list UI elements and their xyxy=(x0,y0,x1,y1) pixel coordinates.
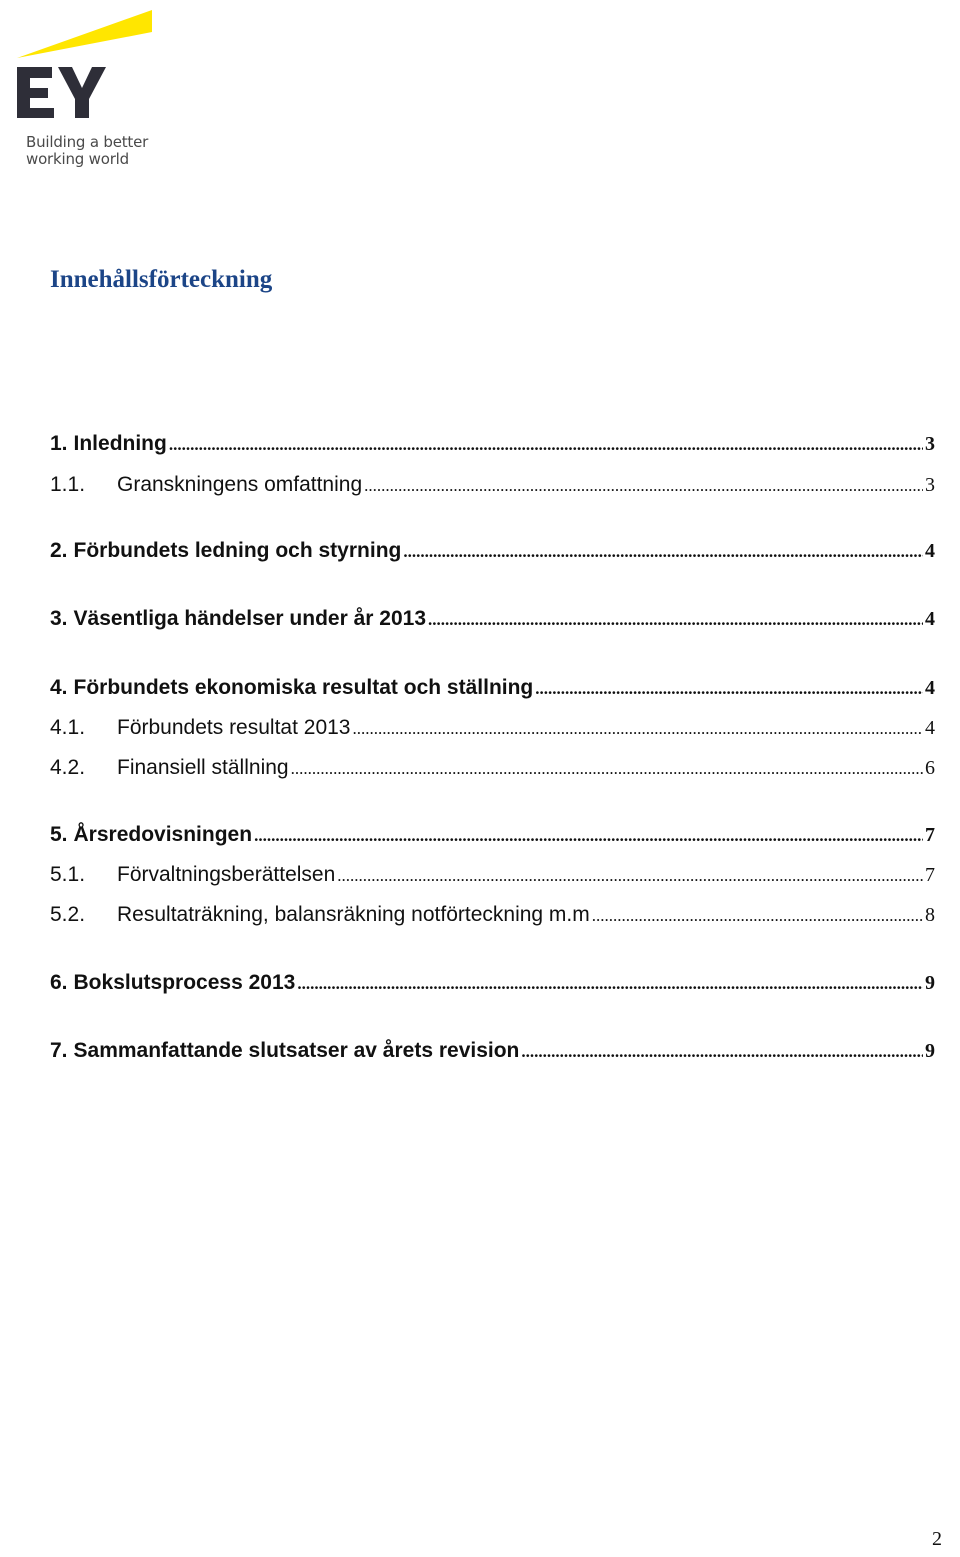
toc-number: 2. xyxy=(50,539,68,562)
toc-number: 7. xyxy=(50,1039,68,1062)
toc-leader-dots xyxy=(403,542,923,562)
toc-page-number: 8 xyxy=(925,904,935,926)
toc-leader-dots xyxy=(254,826,923,846)
toc-entry[interactable] xyxy=(50,716,935,744)
toc-page-number: 4 xyxy=(925,717,935,739)
toc-number: 5. xyxy=(50,823,68,846)
toc-leader-dots xyxy=(352,719,923,739)
toc-entry[interactable] xyxy=(50,607,935,635)
toc-label: Bokslutsprocess 2013 xyxy=(73,971,296,994)
toc-page-number: 4 xyxy=(925,677,935,699)
toc-label: Resultaträkning, balansräkning notförteckning m.m xyxy=(117,903,590,926)
toc-number: 4.2. xyxy=(50,756,86,779)
toc-entry[interactable] xyxy=(50,903,935,931)
toc-number: 4. xyxy=(50,676,68,699)
toc-leader-dots xyxy=(297,974,923,994)
toc-page-number: 3 xyxy=(925,474,935,496)
toc-label: Sammanfattande slutsatser av årets revision xyxy=(73,1039,520,1062)
toc-title: Innehållsförteckning xyxy=(50,266,273,293)
toc-entry[interactable] xyxy=(50,971,935,999)
toc-leader-dots xyxy=(592,906,923,926)
toc-number: 1. xyxy=(50,432,68,455)
toc-number: 5.1. xyxy=(50,863,86,886)
toc-page-number: 7 xyxy=(925,864,935,886)
toc-page-number: 9 xyxy=(925,1040,935,1062)
toc-label: Granskningens omfattning xyxy=(117,473,363,496)
toc-entry[interactable] xyxy=(50,473,935,501)
toc-entry[interactable] xyxy=(50,676,935,704)
toc-number: 4.1. xyxy=(50,716,86,739)
ey-logo xyxy=(12,10,162,170)
toc-label: Förvaltningsberättelsen xyxy=(117,863,336,886)
toc-label: Årsredovisningen xyxy=(73,823,253,846)
toc-page-number: 9 xyxy=(925,972,935,994)
toc-label: Inledning xyxy=(73,432,167,455)
toc-leader-dots xyxy=(169,435,923,455)
toc-page-number: 3 xyxy=(925,433,935,455)
toc-entry[interactable] xyxy=(50,432,935,460)
toc-page-number: 7 xyxy=(925,824,935,846)
toc-number: 1.1. xyxy=(50,473,86,496)
toc-page-number: 4 xyxy=(925,608,935,630)
toc-label: Väsentliga händelser under år 2013 xyxy=(73,607,427,630)
toc-number: 3. xyxy=(50,607,68,630)
toc-number: 5.2. xyxy=(50,903,86,926)
page-number: 2 xyxy=(932,1528,942,1550)
toc-page-number: 4 xyxy=(925,540,935,562)
toc-leader-dots xyxy=(364,476,923,496)
toc-entry[interactable] xyxy=(50,863,935,891)
toc-label: Förbundets resultat 2013 xyxy=(117,716,351,739)
toc-number: 6. xyxy=(50,971,68,994)
ey-logo-mark xyxy=(12,10,162,120)
logo-tagline-line2: working world xyxy=(26,150,129,168)
toc-label: Finansiell ställning xyxy=(117,756,289,779)
toc-leader-dots xyxy=(521,1042,923,1062)
toc-label: Förbundets ekonomiska resultat och ställning xyxy=(73,676,534,699)
toc-leader-dots xyxy=(428,610,923,630)
toc-entry[interactable] xyxy=(50,756,935,784)
toc-entry[interactable] xyxy=(50,823,935,851)
toc-leader-dots xyxy=(535,679,923,699)
toc-entry[interactable] xyxy=(50,539,935,567)
toc-label: Förbundets ledning och styrning xyxy=(73,539,402,562)
toc-leader-dots xyxy=(337,866,923,886)
toc-page-number: 6 xyxy=(925,757,935,779)
logo-tagline-line1: Building a better xyxy=(26,133,149,151)
toc-entry[interactable] xyxy=(50,1039,935,1067)
toc-leader-dots xyxy=(291,759,923,779)
